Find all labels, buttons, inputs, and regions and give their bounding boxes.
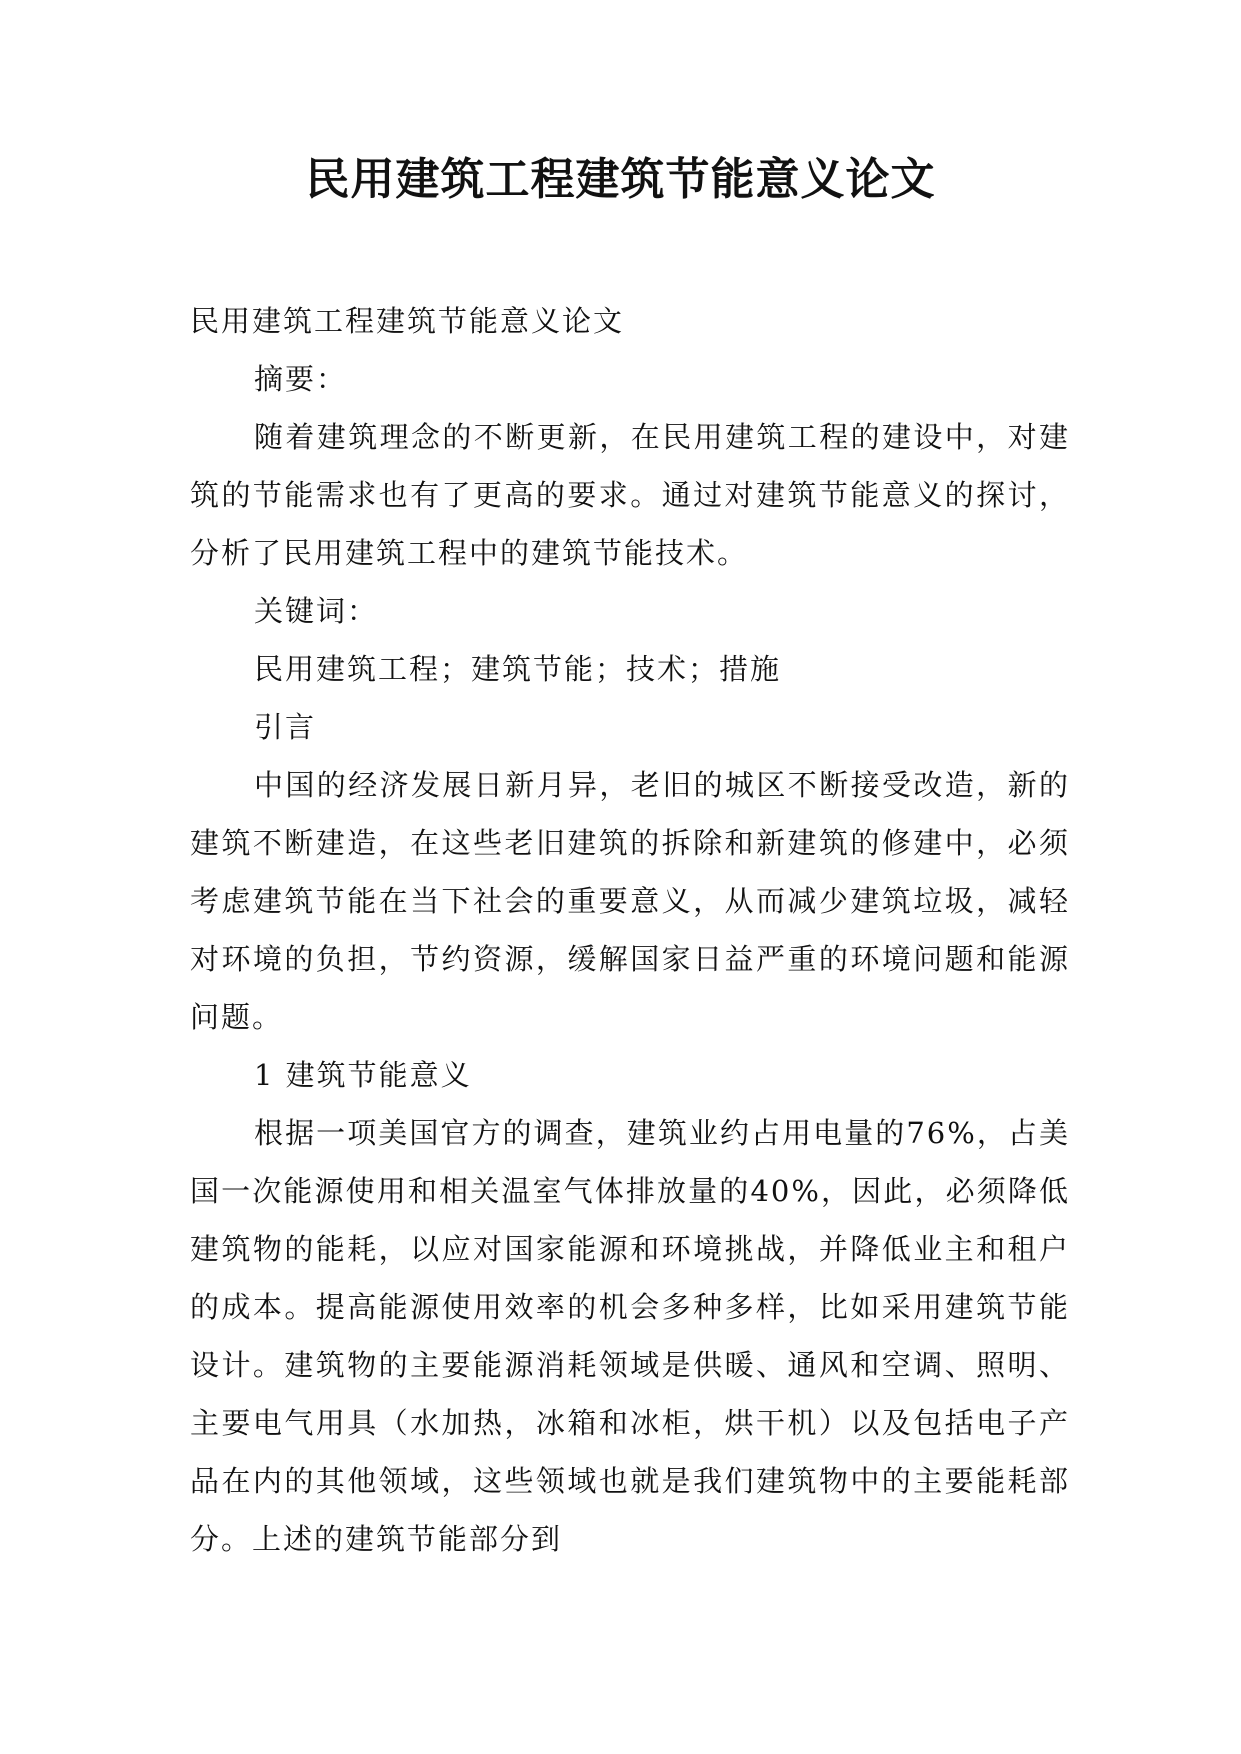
paragraph-keywords-text: 民用建筑工程；建筑节能；技术；措施 — [254, 652, 782, 686]
paragraph-abstract-text: 随着建筑理念的不断更新，在民用建筑工程的建设中，对建筑的节能需求也有了更高的要求。通过对建筑节能意义的探讨，分析了民用建筑工程中的建筑节能技术。 — [190, 420, 1070, 570]
paragraph-subtitle: 民用建筑工程建筑节能意义论文 — [190, 304, 625, 338]
paragraph-keywords-heading: 关键词： — [254, 594, 379, 628]
paragraph-intro-heading: 引言 — [254, 710, 317, 744]
paragraph-intro-text: 中国的经济发展日新月异，老旧的城区不断接受改造，新的建筑不断建造，在这些老旧建筑的拆除和新建筑的修建中，必须考虑建筑节能在当下社会的重要意义，从而减少建筑垃圾，减轻对环境的负担，节约资源，缓解国家日益严重的环境问题和能源问题。 — [190, 768, 1070, 1034]
paragraph-section-1-text: 根据一项美国官方的调查，建筑业约占用电量的76%，占美国一次能源使用和相关温室气体排放量的40%，因此，必须降低建筑物的能耗，以应对国家能源和环境挑战，并降低业主和租户的成本。提高能源使用效率的机会多种多样，比如采用建筑节能设计。建筑物的主要能源消耗领域是供暖、通风和空调、照明、主要电气用具（水加热，冰箱和冰柜，烘干机）以及包括电子产品在内的其他领域，这些领域也就是我们建筑物中的主要能耗部分。上述的建筑节能部分到 — [190, 1116, 1070, 1556]
document-title: 民用建筑工程建筑节能意义论文 — [305, 154, 936, 205]
paragraph-section-1-heading: 1 建筑节能意义 — [254, 1058, 472, 1092]
paragraph-abstract-heading: 摘要： — [254, 362, 348, 396]
document-body — [190, 292, 1070, 1568]
